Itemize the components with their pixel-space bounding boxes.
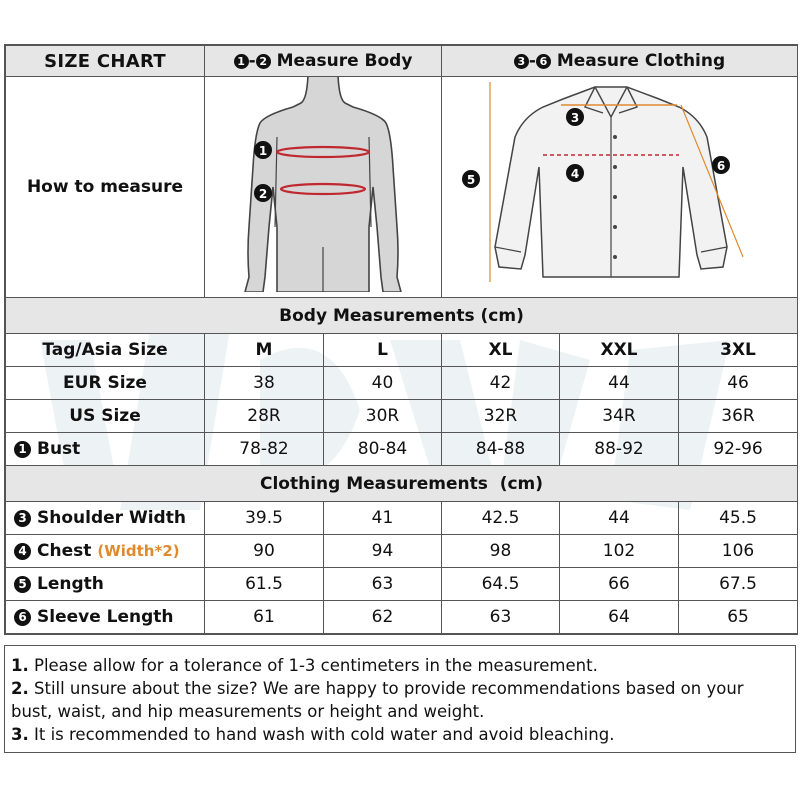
measure-body-heading: 1 - 2 Measure Body — [205, 46, 442, 77]
notes-box — [4, 645, 796, 753]
marker-1-icon: 1 — [14, 441, 31, 458]
sleeve-label: 6 Sleeve Length — [6, 601, 205, 634]
eur-size-cell: 46 — [679, 367, 798, 400]
marker-5-icon: 5 — [14, 576, 31, 593]
eur-size-cell: 42 — [442, 367, 560, 400]
marker-6-icon: 6 — [536, 54, 551, 69]
how-to-measure-label: How to measure — [6, 77, 205, 298]
size-row — [6, 334, 798, 367]
us-size-cell: 30R — [324, 400, 442, 433]
marker-1-icon: 1 — [234, 54, 249, 69]
eur-size-cell: 44 — [560, 367, 679, 400]
clothing-measurements-title: Clothing Measurements (cm) — [259, 473, 544, 494]
marker-3-icon: 3 — [14, 510, 31, 527]
marker-3-icon: 3 — [514, 54, 529, 69]
length-cell: 67.5 — [679, 568, 798, 601]
measure-clothing-heading: 3 - 6 Measure Clothing — [442, 46, 798, 77]
bust-label: 1 Bust — [6, 433, 205, 466]
shoulder-cell: 41 — [324, 502, 442, 535]
bust-row — [6, 433, 798, 466]
marker-6-icon: 6 — [14, 609, 31, 626]
sleeve-cell: 61 — [205, 601, 324, 634]
shoulder-cell: 44 — [560, 502, 679, 535]
note-item: 3. It is recommended to hand wash with cold water and avoid bleaching. — [11, 725, 615, 744]
note-item: 1. Please allow for a tolerance of 1-3 centimeters in the measurement. — [11, 656, 598, 675]
shoulder-row — [6, 502, 798, 535]
us-size-cell: 36R — [679, 400, 798, 433]
chest-cell: 90 — [205, 535, 324, 568]
body-silhouette-icon — [205, 77, 442, 292]
bust-cell: 78-82 — [205, 433, 324, 466]
shoulder-cell: 39.5 — [205, 502, 324, 535]
eur-size-cell: 40 — [324, 367, 442, 400]
marker-2-icon: 2 — [256, 54, 271, 69]
us-size-cell: 32R — [442, 400, 560, 433]
body-diagram-cell — [205, 77, 442, 298]
svg-text:1: 1 — [258, 144, 268, 158]
chest-cell: 106 — [679, 535, 798, 568]
length-cell: 64.5 — [442, 568, 560, 601]
bust-cell: 84-88 — [442, 433, 560, 466]
shoulder-label: 3 Shoulder Width — [6, 502, 205, 535]
body-measurements-title: Body Measurements (cm) — [279, 305, 524, 326]
size-chart-table — [4, 44, 798, 635]
chest-label: 4 Chest (Width*2) — [6, 535, 205, 568]
us-size-cell: 28R — [205, 400, 324, 433]
svg-text:5: 5 — [466, 173, 475, 187]
chart-header-row — [6, 46, 798, 77]
body-measurements-header — [6, 298, 798, 334]
eur-size-row — [6, 367, 798, 400]
size-cell: XL — [442, 334, 560, 367]
size-cell: L — [324, 334, 442, 367]
length-cell: 61.5 — [205, 568, 324, 601]
svg-text:3: 3 — [570, 111, 579, 125]
eur-size-label: EUR Size — [6, 367, 205, 400]
length-cell: 63 — [324, 568, 442, 601]
shirt-diagram-cell — [442, 77, 798, 298]
size-cell: 3XL — [679, 334, 798, 367]
size-chart-title: SIZE CHART — [6, 46, 205, 77]
chest-row — [6, 535, 798, 568]
how-to-measure-row — [6, 77, 798, 298]
chest-cell: 102 — [560, 535, 679, 568]
length-label: 5 Length — [6, 568, 205, 601]
bust-cell: 80-84 — [324, 433, 442, 466]
chest-width-note: (Width*2) — [97, 542, 180, 560]
sleeve-cell: 62 — [324, 601, 442, 634]
shoulder-cell: 45.5 — [679, 502, 798, 535]
size-label: Tag/Asia Size — [6, 334, 205, 367]
sleeve-cell: 63 — [442, 601, 560, 634]
bust-cell: 88-92 — [560, 433, 679, 466]
sleeve-cell: 64 — [560, 601, 679, 634]
sleeve-cell: 65 — [679, 601, 798, 634]
chest-cell: 94 — [324, 535, 442, 568]
us-size-row — [6, 400, 798, 433]
us-size-label: US Size — [6, 400, 205, 433]
size-cell: M — [205, 334, 324, 367]
note-item: 2. Still unsure about the size? We are happy to provide recommendations based on your bust, waist, and hip measurements or height and weight. — [11, 679, 744, 721]
length-row — [6, 568, 798, 601]
svg-text:6: 6 — [716, 159, 725, 173]
sleeve-row — [6, 601, 798, 634]
clothing-measurements-header — [6, 466, 798, 502]
bust-cell: 92-96 — [679, 433, 798, 466]
size-cell: XXL — [560, 334, 679, 367]
shoulder-cell: 42.5 — [442, 502, 560, 535]
shirt-outline-icon — [443, 77, 797, 292]
eur-size-cell: 38 — [205, 367, 324, 400]
chest-cell: 98 — [442, 535, 560, 568]
svg-text:2: 2 — [258, 187, 268, 201]
length-cell: 66 — [560, 568, 679, 601]
us-size-cell: 34R — [560, 400, 679, 433]
svg-text:4: 4 — [570, 167, 579, 181]
marker-4-icon: 4 — [14, 543, 31, 560]
